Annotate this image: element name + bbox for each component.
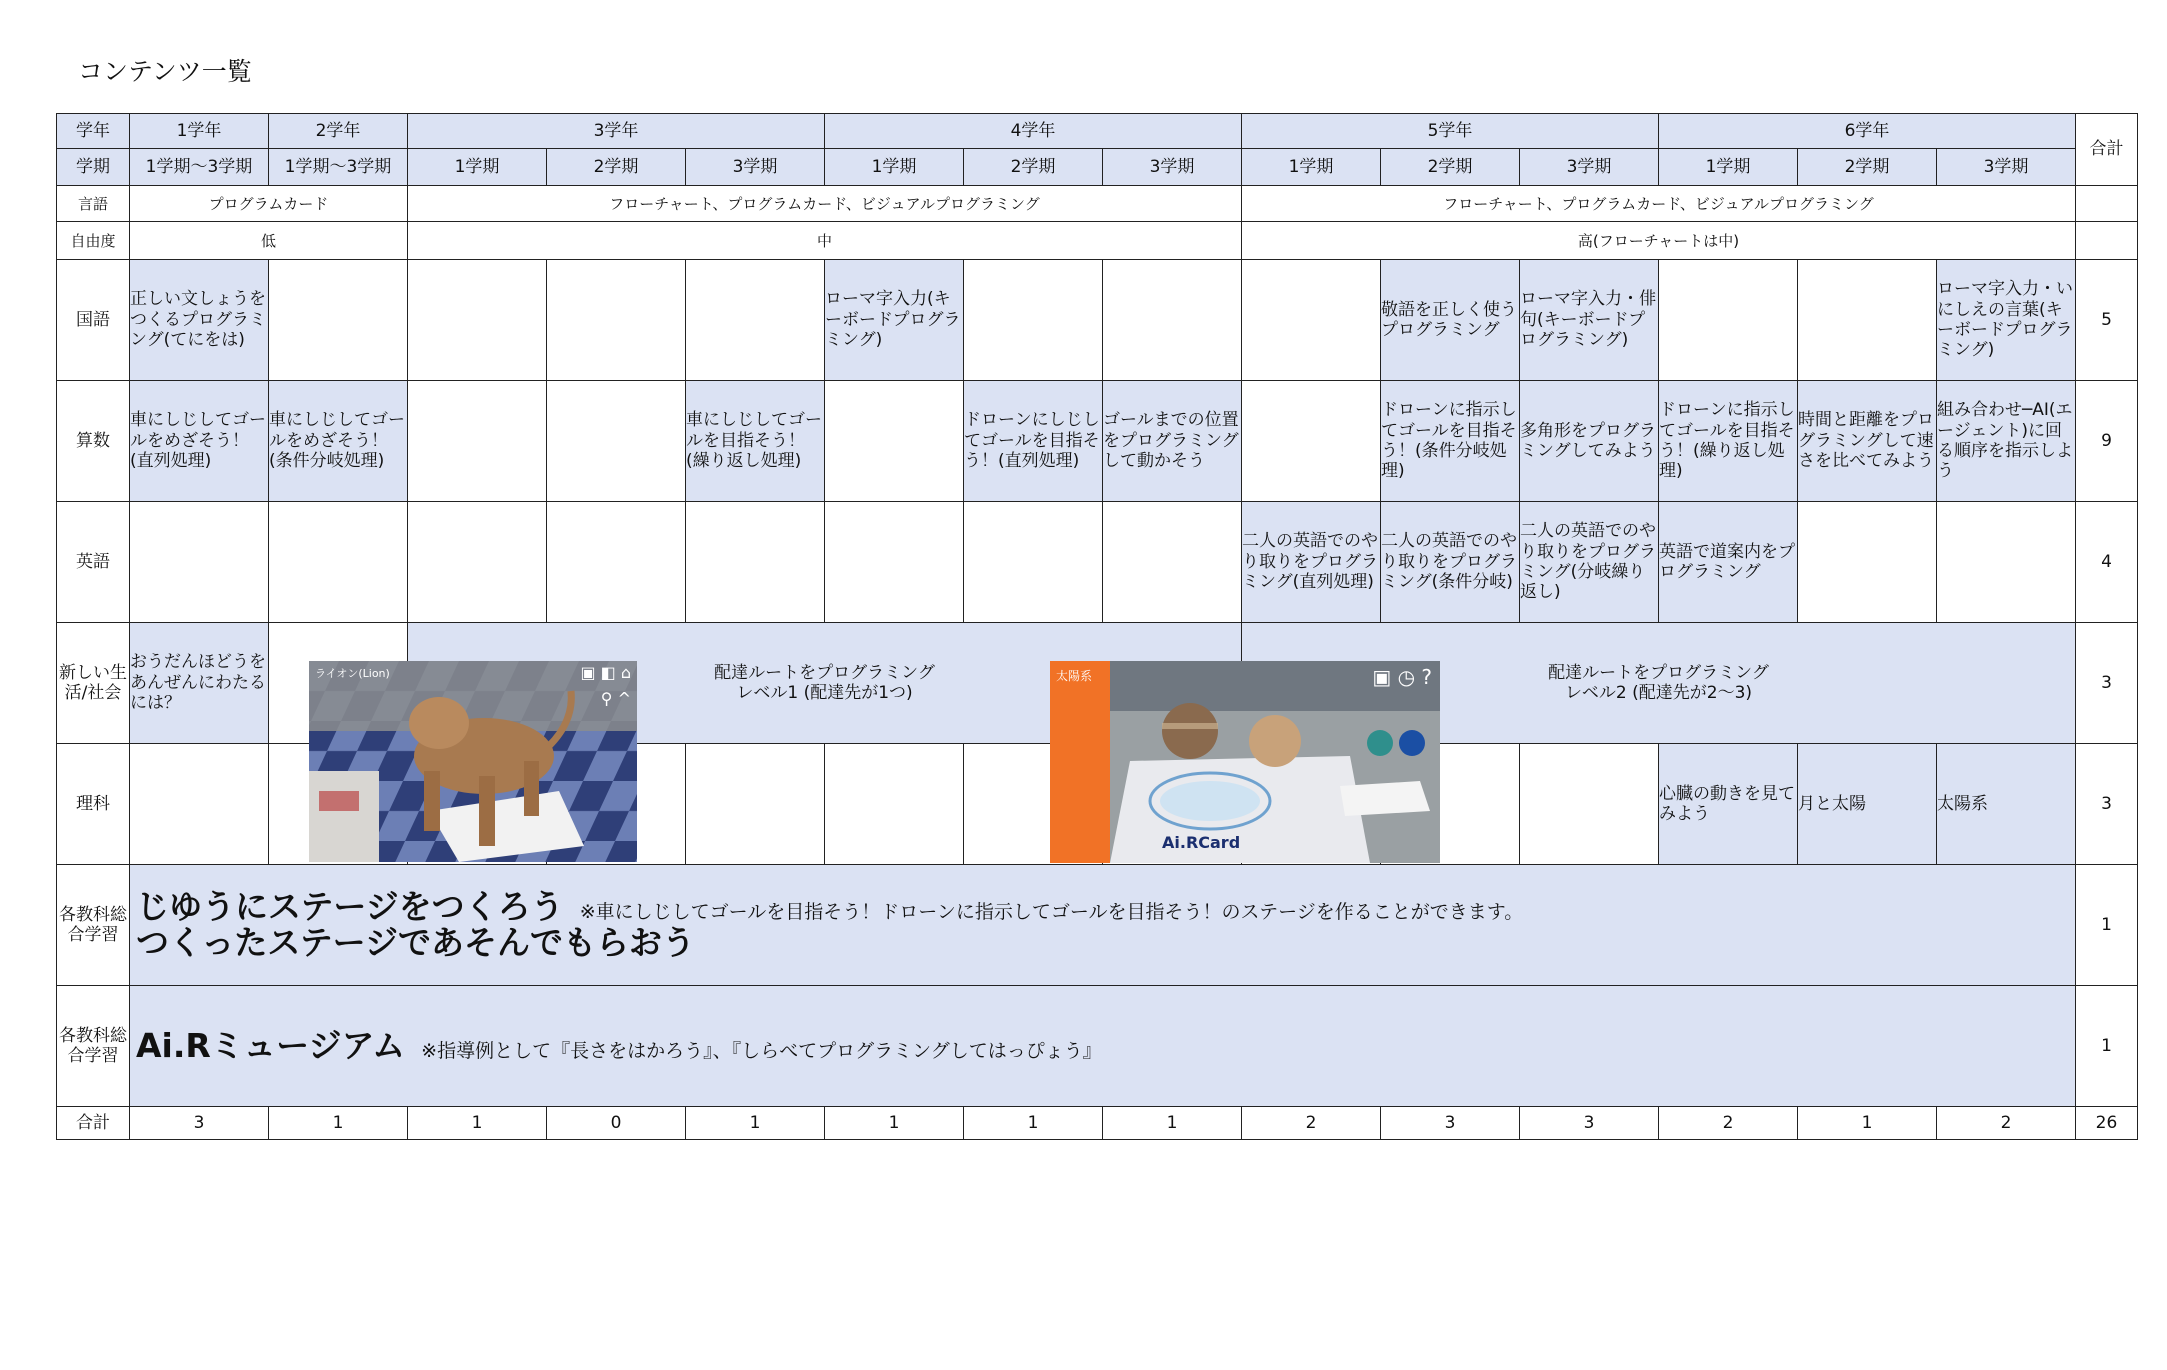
museum-cell <box>130 986 2076 1107</box>
content-cell: 二人の英語でのやり取りをプログラミング(分岐繰り返し) <box>1520 502 1659 623</box>
page-title: コンテンツ一覧 <box>78 57 252 86</box>
delivery-level2-sub: レベル2 (配達先が2～3) <box>1564 683 1753 703</box>
sogo2-row <box>57 986 2138 1107</box>
term-header-cell: 1学期 <box>1659 149 1798 186</box>
content-cell: 正しい文しょうをつくるプログラミング(てにをは) <box>130 260 269 381</box>
sansu-label: 算数 <box>57 381 130 502</box>
empty-cell <box>686 260 825 381</box>
language-g56: フローチャート、プログラムカード、ビジュアルプログラミング <box>1242 186 2076 222</box>
total-cell: 3 <box>130 1107 269 1140</box>
empty-cell <box>1520 744 1659 865</box>
empty-cell <box>547 260 686 381</box>
freedom-g56: 高(フローチャートは中) <box>1242 222 2076 260</box>
eigo-row <box>57 502 2138 623</box>
content-cell: 敬語を正しく使うプログラミング <box>1381 260 1520 381</box>
content-cell: ドローンに指示してゴールを目指そう！(繰り返し処理) <box>1659 381 1798 502</box>
language-g12: プログラムカード <box>130 186 408 222</box>
grade-2: 2学年 <box>269 114 408 149</box>
card-label: Ai.RCard <box>1162 833 1241 852</box>
term-header-cell: 3学期 <box>1937 149 2076 186</box>
total-cell: 2 <box>1242 1107 1381 1140</box>
empty-cell <box>408 381 547 502</box>
eigo-total: 4 <box>2076 502 2138 623</box>
empty-cell <box>1798 502 1937 623</box>
total-cell: 0 <box>547 1107 686 1140</box>
sogo1-total: 1 <box>2076 865 2138 986</box>
rika-label: 理科 <box>57 744 130 865</box>
term-header-cell: 1学期～3学期 <box>130 149 269 186</box>
totals-row <box>57 1107 2138 1140</box>
content-cell: 心臓の動きを見てみよう <box>1659 744 1798 865</box>
delivery-level1-sub: レベル1 (配達先が1つ) <box>736 683 913 703</box>
empty-cell <box>269 502 408 623</box>
language-row <box>57 186 2138 222</box>
empty-cell <box>825 381 964 502</box>
term-header-cell: 2学期 <box>547 149 686 186</box>
freedom-label: 自由度 <box>57 222 130 260</box>
content-cell: 車にしじしてゴールをめざそう！(条件分岐処理) <box>269 381 408 502</box>
stage-maker-cell <box>130 865 2076 986</box>
content-cell: 太陽系 <box>1937 744 2076 865</box>
empty-cell <box>825 744 964 865</box>
term-header-cell: 2学期 <box>1381 149 1520 186</box>
term-header-cell: 3学期 <box>1103 149 1242 186</box>
content-cell: 組み合わせ─AI(エージェント)に回る順序を指示しよう <box>1937 381 2076 502</box>
content-cell: ドローンにしじしてゴールを目指そう！(直列処理) <box>964 381 1103 502</box>
grade-6: 6学年 <box>1659 114 2076 149</box>
stage-maker-subtitle: つくったステージであそんでもらおう <box>136 923 696 962</box>
language-g34: フローチャート、プログラムカード、ビジュアルプログラミング <box>408 186 1242 222</box>
term-header-cell: 3学期 <box>1520 149 1659 186</box>
total-cell: 3 <box>1520 1107 1659 1140</box>
content-cell: ローマ字入力・いにしえの言葉(キーボードプログラミング) <box>1937 260 2076 381</box>
content-cell: 月と太陽 <box>1798 744 1937 865</box>
language-label: 言語 <box>57 186 130 222</box>
language-total <box>2076 186 2138 222</box>
total-cell: 1 <box>408 1107 547 1140</box>
empty-cell <box>1937 502 2076 623</box>
delivery-level1-title: 配達ルートをプログラミング <box>714 662 935 683</box>
term-header-cell: 2学期 <box>964 149 1103 186</box>
content-cell: おうだんほどうをあんぜんにわたるには？ <box>130 623 269 744</box>
delivery-level2-title: 配達ルートをプログラミング <box>1548 662 1769 683</box>
contents-table <box>56 113 2138 1140</box>
total-cell: 1 <box>1798 1107 1937 1140</box>
grade-5: 5学年 <box>1242 114 1659 149</box>
term-header-row <box>57 149 2138 186</box>
ar-solar-system-screenshot <box>1050 661 1440 863</box>
content-cell: 英語で道案内をプログラミング <box>1659 502 1798 623</box>
sogo1-row <box>57 865 2138 986</box>
empty-cell <box>1103 260 1242 381</box>
term-header-cell: 2学期 <box>1798 149 1937 186</box>
term-label: 学期 <box>57 149 130 186</box>
content-cell: 多角形をプログラミングしてみよう <box>1520 381 1659 502</box>
freedom-total <box>2076 222 2138 260</box>
rika-total: 3 <box>2076 744 2138 865</box>
content-cell: ドローンに指示してゴールを目指そう！(条件分岐処理) <box>1381 381 1520 502</box>
content-cell: 二人の英語でのやり取りをプログラミング(直列処理) <box>1242 502 1381 623</box>
empty-cell <box>547 381 686 502</box>
ar-settings-icons: ▣ ◷ ? <box>1372 665 1432 689</box>
empty-cell <box>686 744 825 865</box>
sansu-row <box>57 381 2138 502</box>
museum-title: Ai.Rミュージアム <box>136 1025 406 1065</box>
grade-4: 4学年 <box>825 114 1242 149</box>
lion-caption: ライオン(Lion) <box>315 667 390 680</box>
total-cell: 1 <box>269 1107 408 1140</box>
content-cell: 時間と距離をプログラミングして速さを比べてみよう <box>1798 381 1937 502</box>
empty-cell <box>1798 260 1937 381</box>
grade-3: 3学年 <box>408 114 825 149</box>
empty-cell <box>964 260 1103 381</box>
empty-cell <box>964 502 1103 623</box>
total-header: 合計 <box>2076 114 2138 186</box>
empty-cell <box>130 744 269 865</box>
total-cell: 3 <box>1381 1107 1520 1140</box>
sogo1-label: 各教科総合学習 <box>57 865 130 986</box>
content-cell: 車にしじしてゴールをめざそう！(直列処理) <box>130 381 269 502</box>
content-cell: 車にしじしてゴールを目指そう！(繰り返し処理) <box>686 381 825 502</box>
sansu-total: 9 <box>2076 381 2138 502</box>
empty-cell <box>686 502 825 623</box>
freedom-g34: 中 <box>408 222 1242 260</box>
sogo2-label: 各教科総合学習 <box>57 986 130 1107</box>
eigo-label: 英語 <box>57 502 130 623</box>
content-cell: ゴールまでの位置をプログラミングして動かそう <box>1103 381 1242 502</box>
term-header-cell: 1学期 <box>1242 149 1381 186</box>
empty-cell <box>825 502 964 623</box>
total-cell: 2 <box>1659 1107 1798 1140</box>
ar-lion-illustration <box>309 661 637 862</box>
seikatsu-label: 新しい生活/社会 <box>57 623 130 744</box>
zoom-search-icon: ⚲ ^ <box>600 689 631 708</box>
museum-note: ※指導例として『長さをはかろう』、『しらべてプログラミングしてはっぴょう』 <box>421 1039 1102 1062</box>
empty-cell <box>547 502 686 623</box>
solar-caption: 太陽系 <box>1056 669 1093 683</box>
empty-cell <box>408 260 547 381</box>
ar-solar-illustration <box>1050 661 1440 863</box>
empty-cell <box>1242 381 1381 502</box>
empty-cell <box>1659 260 1798 381</box>
empty-cell <box>1242 260 1381 381</box>
content-cell: 二人の英語でのやり取りをプログラミング(条件分岐) <box>1381 502 1520 623</box>
ar-lion-screenshot <box>309 661 637 862</box>
sogo2-total: 1 <box>2076 986 2138 1107</box>
totals-label: 合計 <box>57 1107 130 1140</box>
kokugo-label: 国語 <box>57 260 130 381</box>
grade-label: 学年 <box>57 114 130 149</box>
term-header-cell: 1学期 <box>408 149 547 186</box>
total-cell: 2 <box>1937 1107 2076 1140</box>
grand-total: 26 <box>2076 1107 2138 1140</box>
stage-maker-title: じゆうにステージをつくろう <box>136 886 564 926</box>
grade-1: 1学年 <box>130 114 269 149</box>
ar-toolbar-icons: ▣ ◧ ⌂ <box>580 663 631 682</box>
total-cell: 1 <box>825 1107 964 1140</box>
grade-header-row <box>57 114 2138 149</box>
freedom-row <box>57 222 2138 260</box>
content-cell: ローマ字入力・俳句(キーボードプログラミング) <box>1520 260 1659 381</box>
total-cell: 1 <box>1103 1107 1242 1140</box>
empty-cell <box>269 260 408 381</box>
term-header-cell: 1学期～3学期 <box>269 149 408 186</box>
total-cell: 1 <box>686 1107 825 1140</box>
content-cell: ローマ字入力(キーボードプログラミング) <box>825 260 964 381</box>
total-cell: 1 <box>964 1107 1103 1140</box>
kokugo-total: 5 <box>2076 260 2138 381</box>
freedom-g12: 低 <box>130 222 408 260</box>
kokugo-row <box>57 260 2138 381</box>
seikatsu-total: 3 <box>2076 623 2138 744</box>
empty-cell <box>130 502 269 623</box>
empty-cell <box>408 502 547 623</box>
term-header-cell: 1学期 <box>825 149 964 186</box>
term-header-cell: 3学期 <box>686 149 825 186</box>
empty-cell <box>1103 502 1242 623</box>
stage-maker-note: ※車にしじしてゴールを目指そう！ドローンに指示してゴールを目指そう！のステージを作ることができます。 <box>579 900 1524 923</box>
